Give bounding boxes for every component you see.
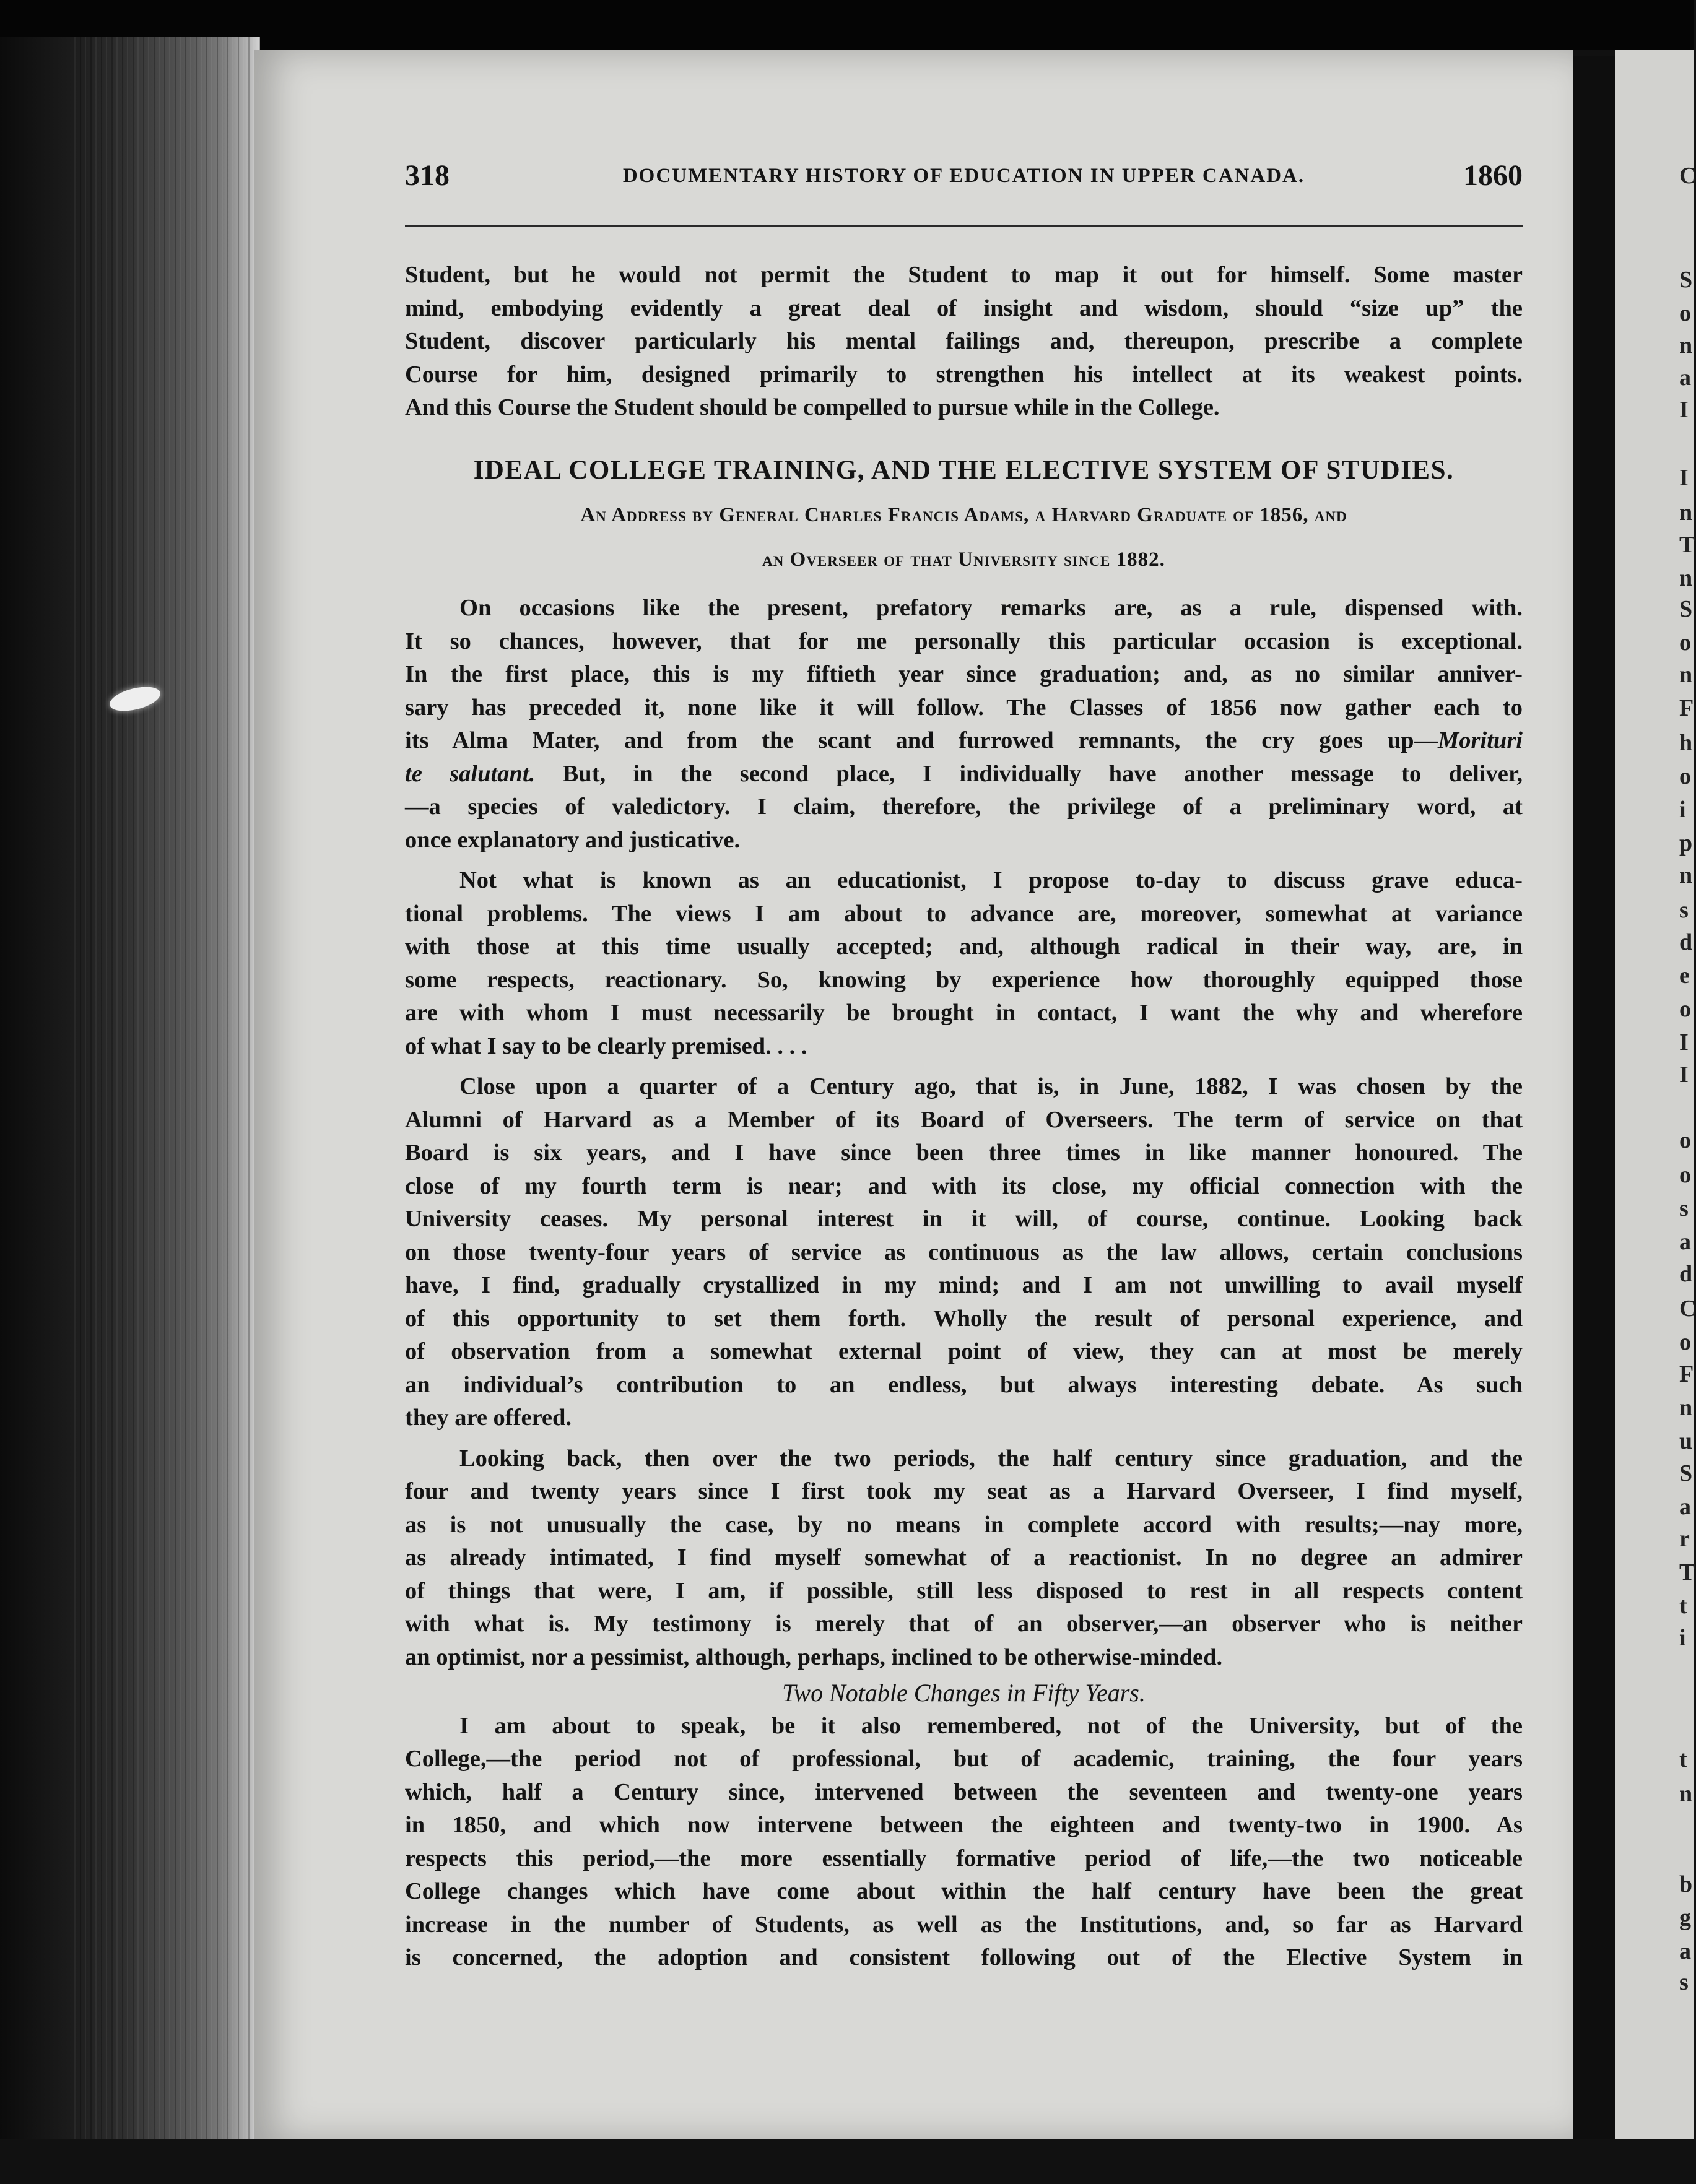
latin-phrase: te salutant. (405, 760, 536, 787)
facing-page-letter: a (1679, 365, 1691, 391)
text-line (405, 758, 1523, 791)
text-line: of things that were, I am, if possible, still less disposed to rest in all respects content (405, 1577, 1523, 1604)
text-line: on those twenty-four years of service as continuous as the law allows, certain conclusions (405, 1239, 1523, 1265)
text-line: with those at this time usually accepted; and, although radical in their way, are, in (405, 934, 1523, 960)
text-line: sary has preceded it, none like it will follow. The Classes of 1856 now gather each to (405, 694, 1523, 721)
paragraph (405, 864, 1523, 1063)
facing-page-letter: o (1679, 996, 1691, 1022)
facing-page-letter: o (1679, 630, 1691, 656)
facing-page-letter: S (1679, 267, 1693, 293)
facing-page-letter: n (1679, 1395, 1693, 1421)
text-line: —a species of valedictory. I claim, therefore, the privilege of a preliminary word, at (405, 794, 1523, 820)
book-gutter (1573, 56, 1616, 2184)
facing-page-letter: n (1679, 662, 1693, 688)
facing-page-letter: n (1679, 332, 1693, 358)
text-line: Close upon a quarter of a Century ago, that is, in June, 1882, I was chosen by the (459, 1073, 1523, 1099)
page-edge-stripes (74, 37, 260, 2184)
facing-page-letter: n (1679, 862, 1693, 888)
facing-page-letter: F (1679, 695, 1694, 721)
facing-page-letter: n (1679, 565, 1693, 591)
facing-page-letter: t (1679, 1593, 1687, 1619)
text-line: of observation from a somewhat external point of view, they can at most be merely (405, 1338, 1523, 1364)
facing-page-letter: a (1679, 1229, 1691, 1255)
text-run: its Alma Mater, and from the scant and furrowed remnants, the cry goes up— (405, 727, 1438, 753)
intro-paragraph (405, 259, 1523, 425)
facing-page-letter: T (1679, 1559, 1695, 1585)
text-line: Board is six years, and I have since been three times in like manner honoured. The (405, 1140, 1523, 1166)
facing-page-letter: S (1679, 1460, 1693, 1486)
text-line: in 1850, and which now intervene between the eighteen and twenty-two in 1900. As (405, 1812, 1523, 1838)
facing-page-letter: g (1679, 1905, 1691, 1931)
text-line: four and twenty years since I first took my seat as a Harvard Overseer, I find myself, (405, 1478, 1523, 1504)
text-line: Course for him, designed primarily to strengthen his intellect at its weakest points. (405, 361, 1523, 388)
facing-page-letter: a (1679, 1494, 1691, 1520)
facing-page-letter: T (1679, 532, 1695, 558)
page-number: 318 (405, 159, 450, 192)
text-line: Alumni of Harvard as a Member of its Board of Overseers. The term of service on that (405, 1106, 1523, 1133)
facing-page-letter: I (1679, 397, 1689, 423)
paragraph (405, 1710, 1523, 1975)
paragraph (405, 592, 1523, 857)
text-line: close of my fourth term is near; and with its close, my official connection with the (405, 1172, 1523, 1199)
text-line: Student, but he would not permit the Student to map it out for himself. Some master (405, 262, 1523, 288)
facing-page-letter: o (1679, 300, 1691, 326)
text-line: they are offered. (405, 1405, 572, 1431)
section-title: IDEAL COLLEGE TRAINING, AND THE ELECTIVE SYSTEM OF STUDIES. (473, 455, 1455, 485)
facing-page-letter: s (1679, 897, 1689, 923)
text-line: an optimist, nor a pessimist, although, perhaps, inclined to be otherwise-minded. (405, 1644, 1223, 1670)
page-header (405, 141, 1523, 215)
text-line: On occasions like the present, prefatory remarks are, as a rule, dispensed with. (459, 595, 1523, 621)
byline-line: an Overseer of that University since 1882. (762, 548, 1165, 571)
text-line: It so chances, however, that for me personally this particular occasion is exceptional. (405, 628, 1523, 654)
page-body (405, 259, 1523, 1975)
facing-page-letter: o (1679, 763, 1691, 789)
text-line: of what I say to be clearly premised. . . . (405, 1033, 807, 1059)
scan-bottom-border (0, 2139, 1694, 2184)
header-year: 1860 (1463, 159, 1523, 192)
text-line: respects this period,—the more essentially formative period of life,—the two noticeable (405, 1845, 1523, 1871)
facing-page-letter: C (1679, 163, 1696, 189)
facing-page-letter: i (1679, 797, 1686, 823)
header-rule (405, 225, 1523, 227)
facing-page-letter: I (1679, 465, 1689, 491)
page-text-column (405, 141, 1523, 1970)
byline-line: An Address by General Charles Francis Adams, a Harvard Graduate of 1856, and (580, 504, 1347, 526)
text-line: are with whom I must necessarily be brought in contact, I want the why and wherefore (405, 1000, 1523, 1026)
section-byline (405, 499, 1523, 576)
subheading: Two Notable Changes in Fifty Years. (782, 1679, 1146, 1707)
latin-phrase: Morituri (1438, 727, 1523, 753)
facing-page-letter: n (1679, 500, 1693, 526)
facing-page-letter: I (1679, 1062, 1689, 1088)
text-line: In the first place, this is my fiftieth year since graduation; and, as no similar anniver- (405, 661, 1523, 687)
facing-page-letter: o (1679, 1329, 1691, 1355)
text-line: which, half a Century since, intervened between the seventeen and twenty-one years (405, 1779, 1523, 1805)
facing-page-letter: h (1679, 730, 1693, 756)
text-line: with what is. My testimony is merely that of an observer,—an observer who is neither (405, 1611, 1523, 1637)
facing-page-letter: e (1679, 963, 1690, 989)
facing-page-letter: o (1679, 1162, 1691, 1188)
text-line (405, 724, 1523, 758)
facing-page-letter: d (1679, 929, 1693, 955)
facing-page-letter: n (1679, 1781, 1693, 1807)
text-line: of this opportunity to set them forth. Wholly the result of personal experience, and (405, 1305, 1523, 1332)
text-line: some respects, reactionary. So, knowing by experience how thoroughly equipped those (405, 966, 1523, 993)
facing-page-letter: S (1679, 596, 1693, 622)
text-line: mind, embodying evidently a great deal of insight and wisdom, should “size up” the (405, 295, 1523, 321)
text-line: is concerned, the adoption and consistent following out of the Elective System in (405, 1944, 1523, 1970)
facing-page-letter: r (1679, 1526, 1690, 1552)
facing-page-letter: b (1679, 1871, 1693, 1897)
text-line: University ceases. My personal interest in it will, of course, continue. Looking back (405, 1206, 1523, 1232)
paragraph (405, 1442, 1523, 1675)
facing-page-letter: p (1679, 830, 1693, 856)
text-run: But, in the second place, I individually have another message to deliver, (562, 760, 1523, 787)
facing-page-letter: I (1679, 1029, 1689, 1055)
running-head: DOCUMENTARY HISTORY OF EDUCATION IN UPPER CANADA. (622, 165, 1305, 187)
text-line: an individual’s contribution to an endless, but always interesting debate. As such (405, 1371, 1523, 1398)
text-line: increase in the number of Students, as well as the Institutions, and, so far as Harvard (405, 1911, 1523, 1938)
text-line: as already intimated, I find myself somewhat of a reactionist. In no degree an admirer (405, 1545, 1523, 1571)
text-line: College,—the period not of professional, but of academic, training, the four years (405, 1746, 1523, 1772)
facing-page-letter: s (1679, 1969, 1689, 1995)
text-line: once explanatory and justicative. (405, 826, 741, 853)
text-line: Not what is known as an educationist, I propose to-day to discuss grave educa- (459, 867, 1523, 893)
facing-page-letter: o (1679, 1127, 1691, 1153)
facing-page-letter: u (1679, 1428, 1693, 1454)
facing-page-letter: F (1679, 1361, 1694, 1387)
text-line: tional problems. The views I am about to advance are, moreover, somewhat at variance (405, 900, 1523, 927)
paragraph (405, 1070, 1523, 1435)
facing-page-letter: i (1679, 1625, 1686, 1651)
text-line: College changes which have come about within the half century have been the great (405, 1878, 1523, 1904)
facing-page-letter: d (1679, 1261, 1693, 1287)
text-line: And this Course the Student should be compelled to pursue while in the College. (405, 394, 1220, 420)
facing-page-letter: s (1679, 1195, 1689, 1221)
facing-page-letter: C (1679, 1296, 1696, 1322)
text-line: as is not unusually the case, by no means in complete accord with results;—nay more, (405, 1511, 1523, 1538)
facing-page-letter: a (1679, 1938, 1691, 1964)
text-line: Looking back, then over the two periods, the half century since graduation, and the (459, 1445, 1523, 1471)
text-line: I am about to speak, be it also remembered, not of the University, but of the (459, 1712, 1523, 1739)
text-line: have, I find, gradually crystallized in my mind; and I am not unwilling to avail myself (405, 1272, 1523, 1298)
text-line: Student, discover particularly his mental failings and, thereupon, prescribe a complete (405, 328, 1523, 354)
facing-page-letter: t (1679, 1746, 1687, 1772)
